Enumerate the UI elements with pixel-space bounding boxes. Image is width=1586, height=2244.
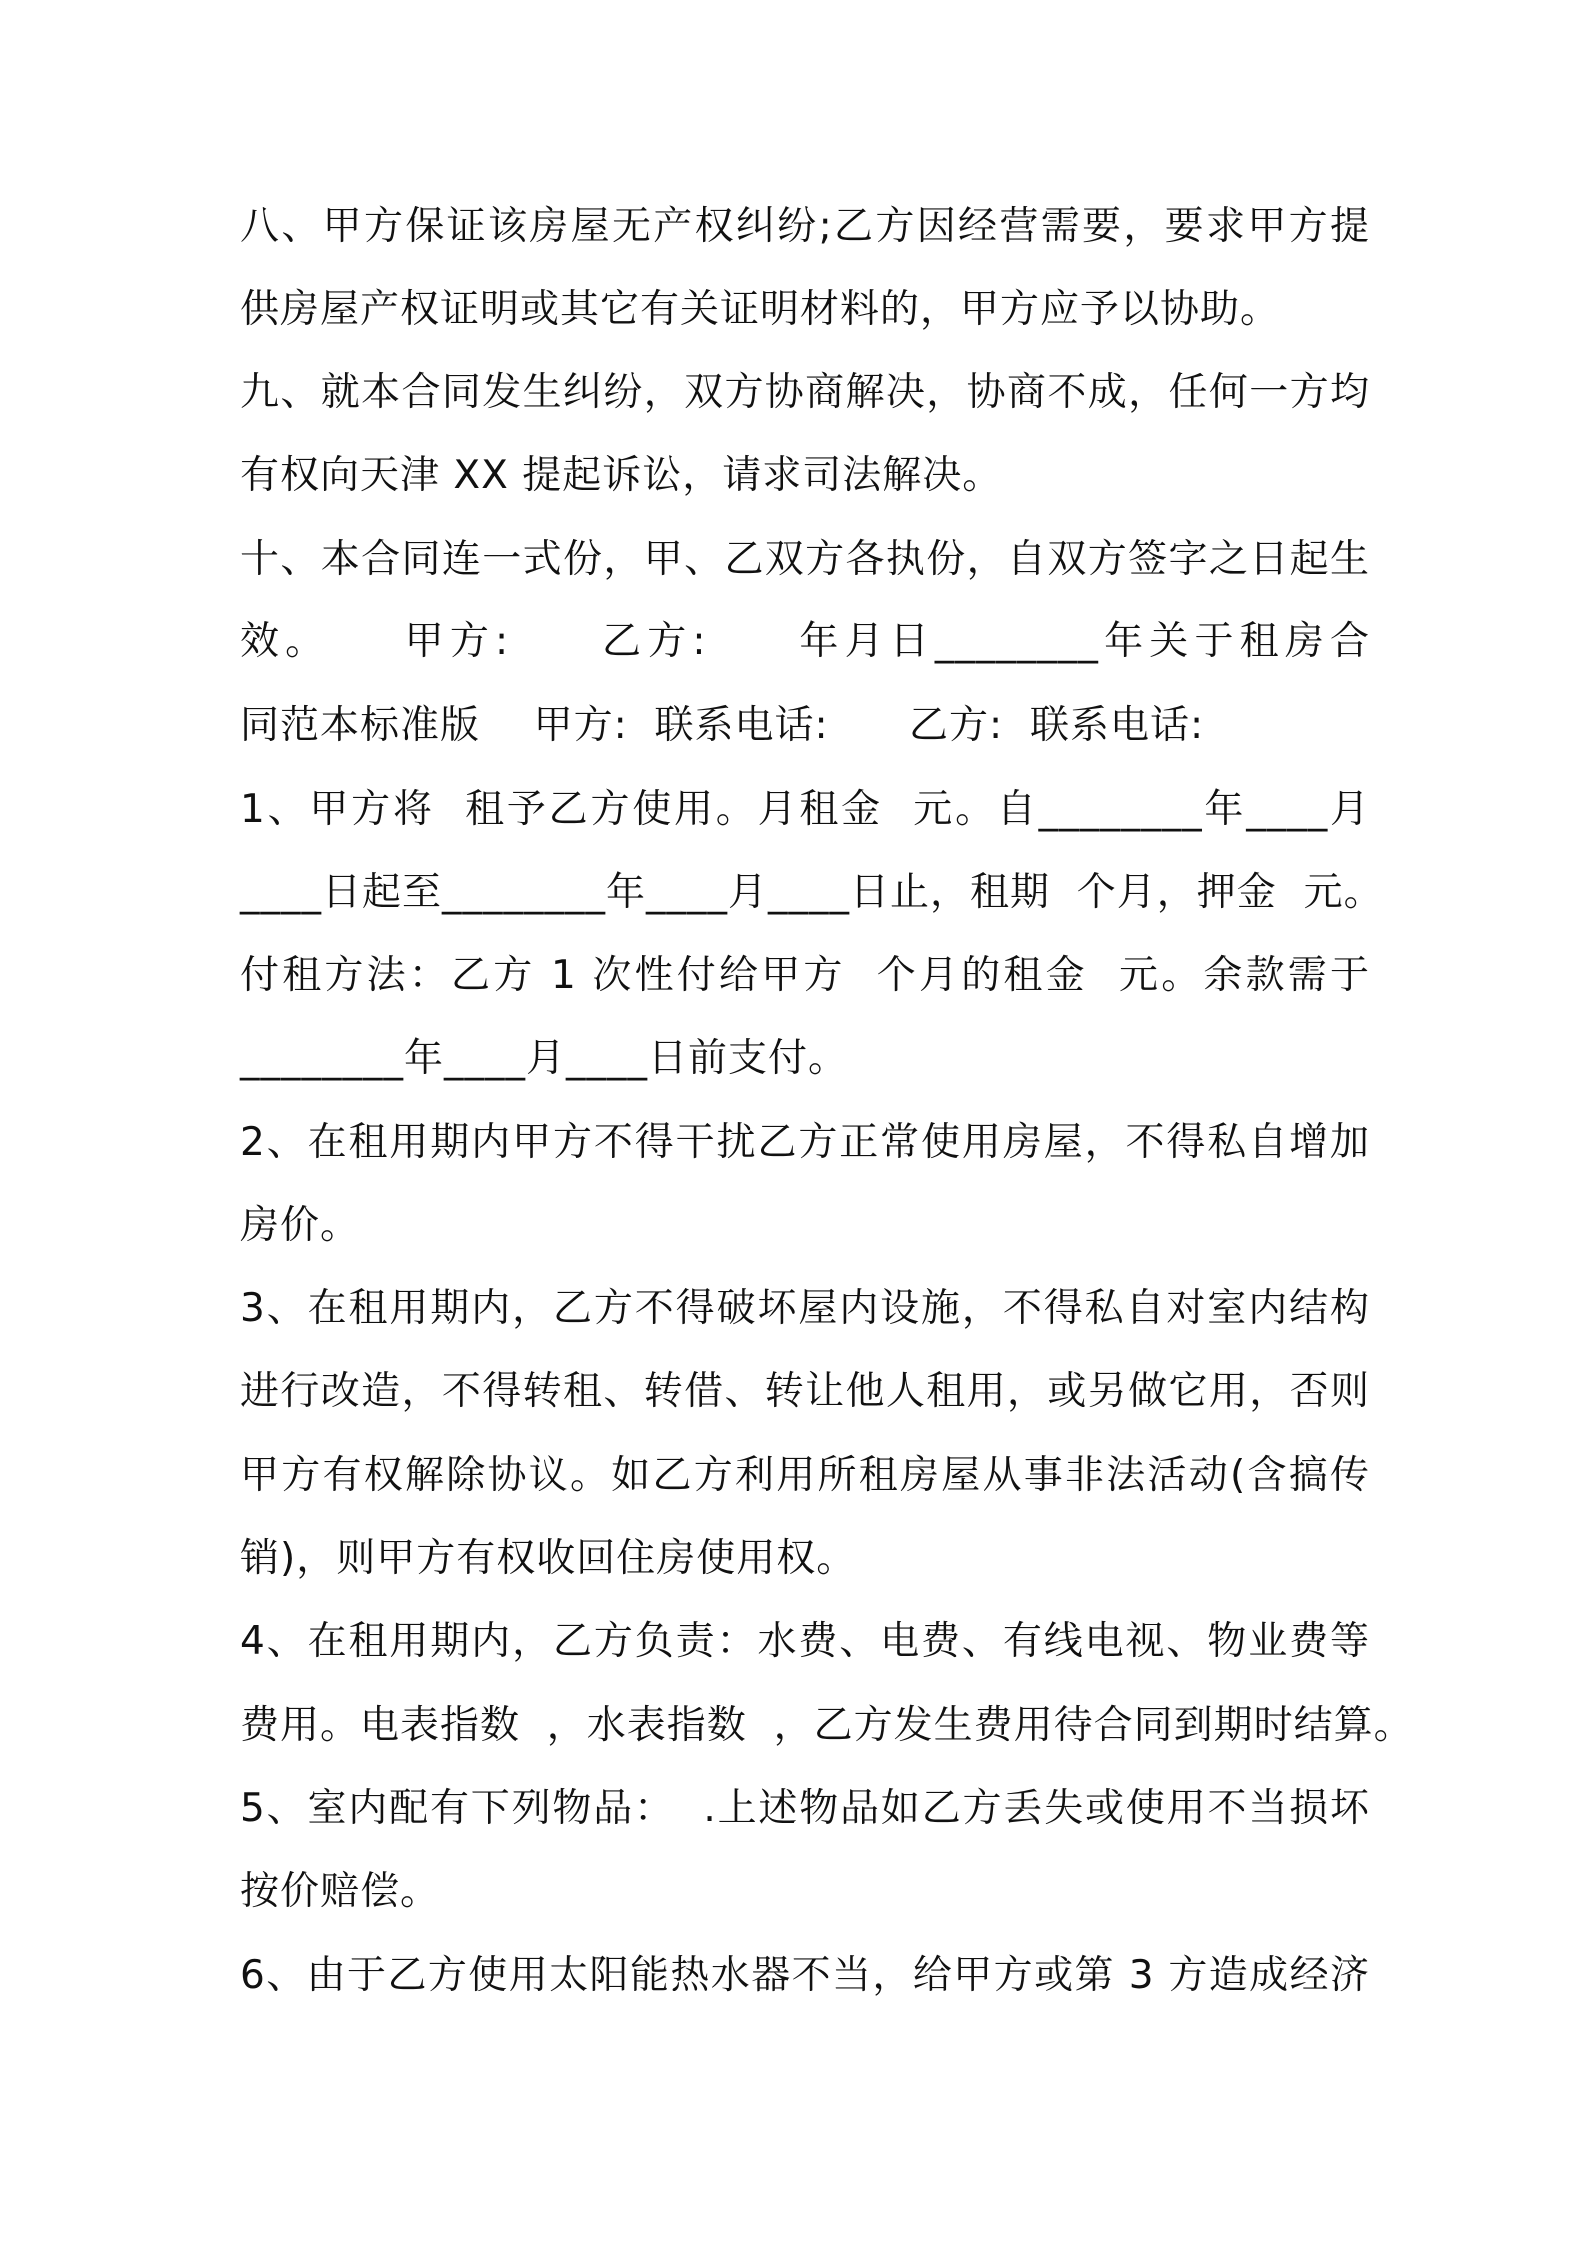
text-line: 有权向天津 XX 提起诉讼，请求司法解决。 bbox=[240, 453, 1003, 498]
text-line: 2、在租用期内甲方不得干扰乙方正常使用房屋，不得私自增加 bbox=[240, 1120, 1370, 1165]
text-line: 3、在租用期内，乙方不得破坏屋内设施，不得私自对室内结构 bbox=[240, 1286, 1370, 1331]
text-line: 效。 甲方: 乙方: 年月日________年关于租房合 bbox=[240, 619, 1370, 664]
text-line: 5、室内配有下列物品： .上述物品如乙方丢失或使用不当损坏 bbox=[240, 1786, 1370, 1831]
text-line: 4、在租用期内，乙方负责：水费、电费、有线电视、物业费等 bbox=[240, 1619, 1370, 1664]
text-line: 付租方法：乙方 1 次性付给甲方 个月的租金 元。余款需于 bbox=[240, 953, 1370, 998]
text-line: 进行改造，不得转租、转借、转让他人租用，或另做它用，否则 bbox=[240, 1369, 1370, 1414]
text-line: 甲方有权解除协议。如乙方利用所租房屋从事非法活动(含搞传 bbox=[240, 1453, 1370, 1498]
text-line: 销)，则甲方有权收回住房使用权。 bbox=[240, 1536, 857, 1581]
text-line: 按价赔偿。 bbox=[240, 1869, 441, 1914]
text-line: 同范本标准版 甲方: 联系电话: 乙方: 联系电话: bbox=[240, 703, 1205, 748]
text-line: 费用。电表指数 ，水表指数 ，乙方发生费用待合同到期时结算。 bbox=[240, 1703, 1414, 1748]
text-line: ____日起至________年____月____日止，租期 个月，押金 元。 bbox=[240, 870, 1384, 915]
text-line: 1、甲方将 租予乙方使用。月租金 元。自________年____月 bbox=[240, 787, 1370, 832]
text-line: 房价。 bbox=[240, 1203, 361, 1248]
text-line: 九、就本合同发生纠纷，双方协商解决，协商不成，任何一方均 bbox=[240, 370, 1370, 415]
text-line: 供房屋产权证明或其它有关证明材料的，甲方应予以协助。 bbox=[240, 287, 1281, 332]
text-line: 6、由于乙方使用太阳能热水器不当，给甲方或第 3 方造成经济 bbox=[240, 1953, 1370, 1998]
text-line: ________年____月____日前支付。 bbox=[240, 1036, 849, 1081]
text-line: 十、本合同连一式份，甲、乙双方各执份，自双方签字之日起生 bbox=[240, 537, 1370, 582]
text-line: 八、甲方保证该房屋无产权纠纷;乙方因经营需要，要求甲方提 bbox=[240, 204, 1370, 249]
